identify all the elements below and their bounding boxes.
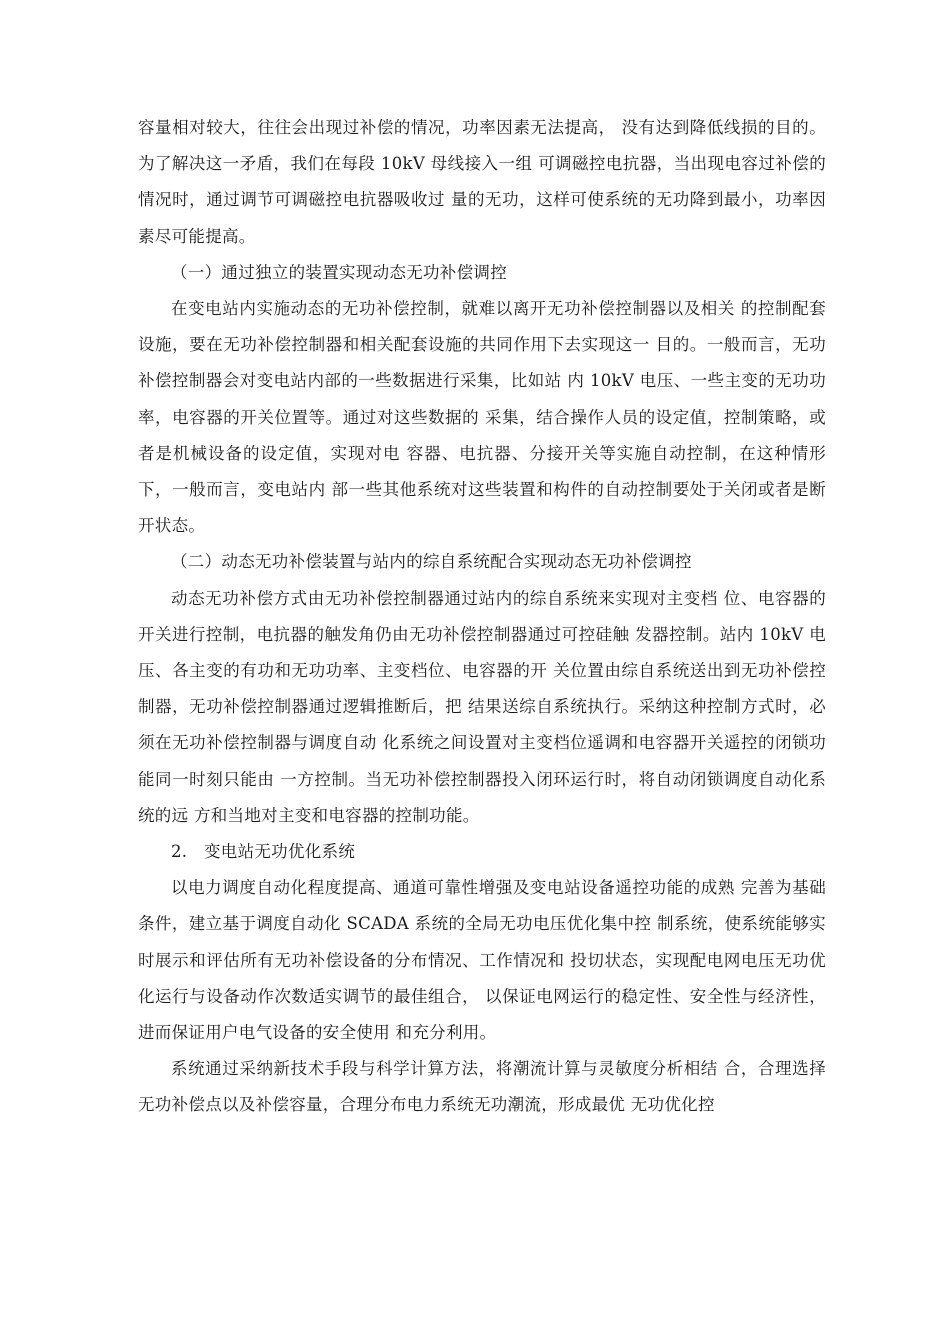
document-body xyxy=(138,110,826,1124)
section-heading-2: （二）动态无功补偿装置与站内的综自系统配合实现动态无功补偿调控 xyxy=(171,552,692,572)
paragraph: 在变电站内实施动态的无功补偿控制，就难以离开无功补偿控制器以及相关 的控制配套设施，要在无功补偿控制器和相关配套设施的共同作用下去实现这一 目的。一般而言，无功补偿控制器会对变电站内部的一些数据进行采集，比如站 内 10kV 电压、一些主变的无功功率，电容器的开关位置等。通过对这些数据的 采集，结合操作人员的设定值，控制策略，或者是机械设备的设定值，实现对电 容器、电抗器、分接开关等实施自动控制，在这种情形下，一般而言，变电站内 部一些其他系统对这些装置和构件的自动控制要处于关闭或者是断开状态。 xyxy=(138,299,826,536)
paragraph: 动态无功补偿方式由无功补偿控制器通过站内的综自系统来实现对主变档 位、电容器的开关进行控制，电抗器的触发角仍由无功补偿控制器通过可控硅触 发器控制。站内 10kV 电压、各主变的有功和无功功率、主变档位、电容器的开 关位置由综自系统送出到无功补偿控制器，无功补偿控制器通过逻辑推断后，把 结果送综自系统执行。采纳这种控制方式时，必须在无功补偿控制器与调度自动 化系统之间设置对主变档位遥调和电容器开关遥控的闭锁功能同一时刻只能由 一方控制。当无功补偿控制器投入闭环运行时，将自动闭锁调度自动化系统的远 方和当地对主变和电容器的控制功能。 xyxy=(138,588,826,825)
paragraph: 以电力调度自动化程度提高、通道可靠性增强及变电站设备遥控功能的成熟 完善为基础条件，建立基于调度自动化 SCADA 系统的全局无功电压优化集中控 制系统，使系统能够实时展示和评估所有无功补偿设备的分布情况、工作情况和 投切状态，实现配电网电压无功优化运行与设备动作次数适实调节的最佳组合， 以保证电网运行的稳定性、安全性与经济性，进而保证用户电气设备的安全使用 和充分利用。 xyxy=(138,878,826,1043)
section-heading-3: 2. 变电站无功优化系统 xyxy=(171,842,356,862)
paragraph: 系统通过采纳新技术手段与科学计算方法，将潮流计算与灵敏度分析相结 合，合理选择无功补偿点以及补偿容量，合理分布电力系统无功潮流，形成最优 无功优化控 xyxy=(138,1059,826,1115)
section-heading-1: （一）通过独立的装置实现动态无功补偿调控 xyxy=(171,262,507,282)
paragraph-continuation: 容量相对较大，往往会出现过补偿的情况，功率因素无法提高， 没有达到降低线损的目的。为了解决这一矛盾，我们在每段 10kV 母线接入一组 可调磁控电抗器，当出现电容过补偿的情况时，通过调节可调磁控电抗器吸收过 量的无功，这样可使系统的无功降到最小，功率因素尽可能提高。 xyxy=(138,118,826,246)
